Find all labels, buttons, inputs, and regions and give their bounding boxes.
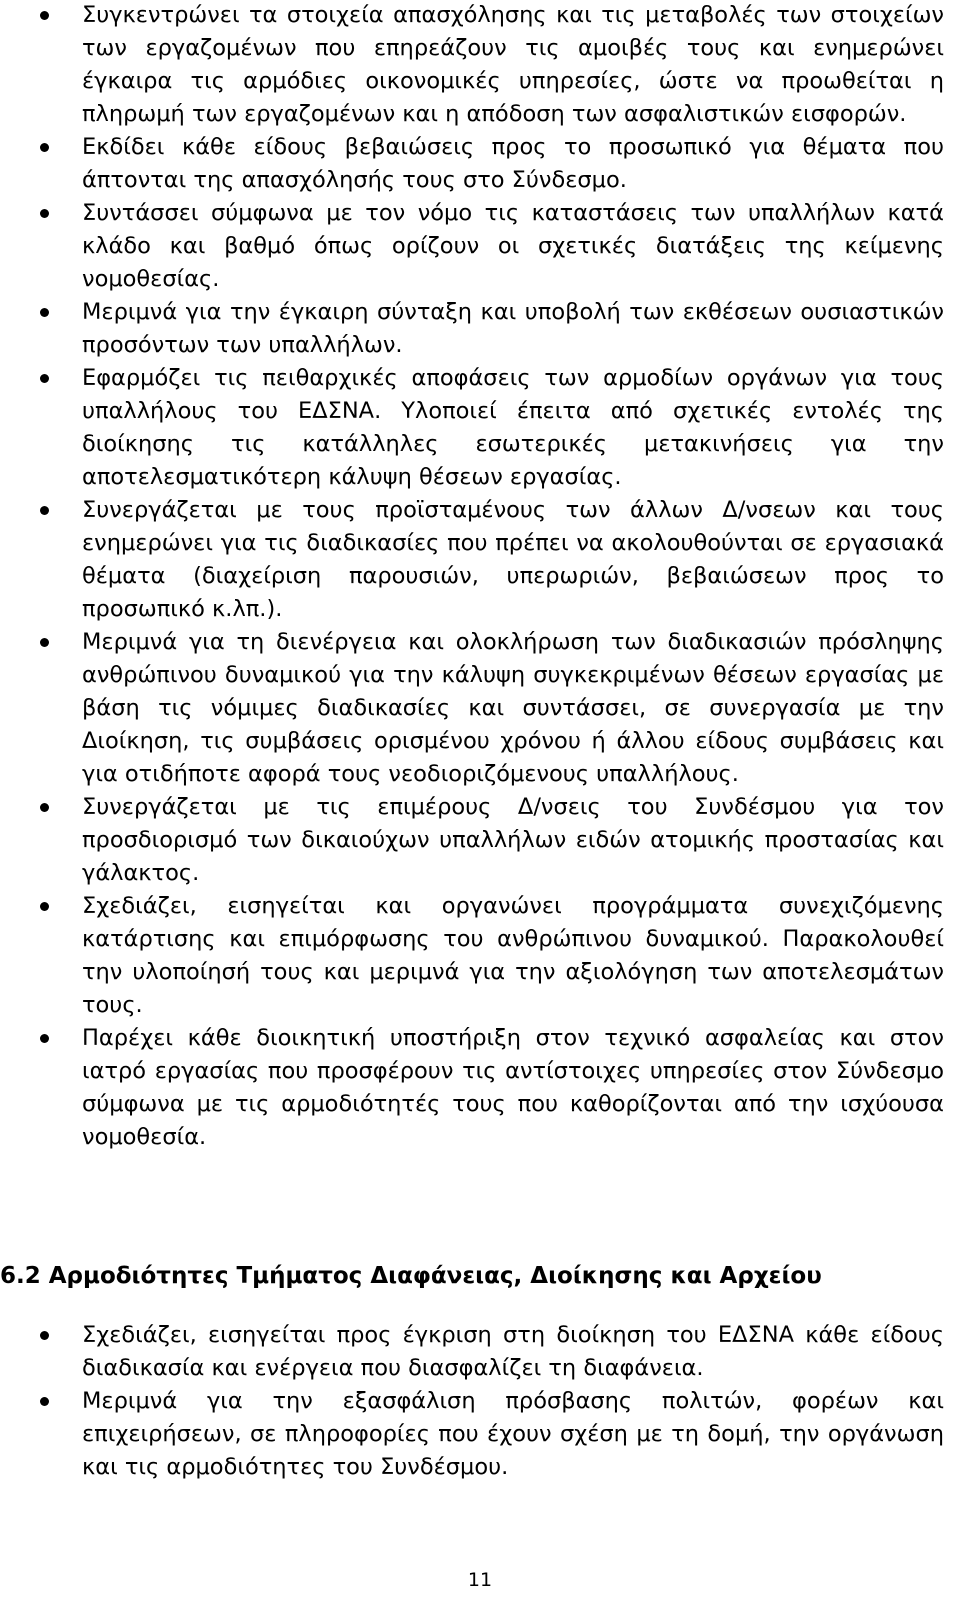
bullet-icon (40, 803, 49, 812)
bullet-icon (40, 308, 49, 317)
list-item-text: Μεριμνά για τη διενέργεια και ολοκλήρωση των διαδικασιών πρόσληψης ανθρώπινου δυναμικού για την κάλυψη συγκεκριμένων θέσεων εργασίας με βάση τις νόμιμες διαδικασίες και συντάσσει, σε συνεργασία με την Διοίκηση, τις συμβάσεις ορισμένου χρόνου ή άλλου είδους συμβάσεις και για οτιδήποτε αφορά τους νεοδιοριζόμενους υπαλλήλους. (82, 629, 944, 787)
list-item-text: Μεριμνά για την έγκαιρη σύνταξη και υποβολή των εκθέσεων ουσιαστικών προσόντων των υπαλλήλων. (82, 299, 944, 358)
bullet-icon (40, 374, 49, 383)
list-item-text: Σχεδιάζει, εισηγείται προς έγκριση στη διοίκηση του ΕΔΣΝΑ κάθε είδους διαδικασία και ενέργεια που διασφαλίζει τη διαφάνεια. (82, 1322, 944, 1381)
list-item (0, 1385, 960, 1484)
list-item (0, 1319, 960, 1385)
bullet-icon (40, 1331, 49, 1340)
bullet-icon (40, 11, 49, 20)
bullet-icon (40, 143, 49, 152)
list-item (0, 197, 960, 296)
list-item-text: Εκδίδει κάθε είδους βεβαιώσεις προς το προσωπικό για θέματα που άπτονται της απασχόλησής τους στο Σύνδεσμο. (82, 134, 944, 193)
bullet-icon (40, 209, 49, 218)
list-item (0, 626, 960, 791)
list-item (0, 494, 960, 626)
section-responsibilities-list (0, 1319, 960, 1484)
list-item-text: Μεριμνά για την εξασφάλιση πρόσβασης πολιτών, φορέων και επιχειρήσεων, σε πληροφορίες που έχουν σχέση με τη δομή, την οργάνωση και τις αρμοδιότητες του Συνδέσμου. (82, 1388, 944, 1480)
bullet-icon (40, 902, 49, 911)
list-item-text: Συντάσσει σύμφωνα με τον νόμο τις καταστάσεις των υπαλλήλων κατά κλάδο και βαθμό όπως ορίζουν οι σχετικές διατάξεις της κείμενης νομοθεσίας. (82, 200, 944, 292)
list-item (0, 131, 960, 197)
page-number: 11 (467, 1569, 493, 1591)
list-item (0, 890, 960, 1022)
list-item-text: Εφαρμόζει τις πειθαρχικές αποφάσεις των αρμοδίων οργάνων για τους υπαλλήλους του ΕΔΣΝΑ. Υλοποιεί έπειτα από σχετικές εντολές της διοίκησης τις κατάλληλες εσωτερικές μετακινήσεις για την αποτελεσματικότερη κάλυψη θέσεων εργασίας. (82, 365, 944, 490)
bullet-icon (40, 1034, 49, 1043)
bullet-icon (40, 1397, 49, 1406)
list-item (0, 362, 960, 494)
list-item-text: Συνεργάζεται με τις επιμέρους Δ/νσεις του Συνδέσμου για τον προσδιορισμό των δικαιούχων υπαλλήλων ειδών ατομικής προστασίας και γάλακτος. (82, 794, 944, 886)
bullet-icon (40, 506, 49, 515)
list-item (0, 0, 960, 131)
list-item-text: Παρέχει κάθε διοικητική υποστήριξη στον τεχνικό ασφαλείας και στον ιατρό εργασίας που προσφέρουν τις αντίστοιχες υπηρεσίες στον Σύνδεσμο σύμφωνα με τις αρμοδιότητές τους που καθορίζονται από την ισχύουσα νομοθεσία. (82, 1025, 944, 1150)
list-item-text: Συνεργάζεται με τους προϊσταμένους των άλλων Δ/νσεων και τους ενημερώνει για τις διαδικασίες που πρέπει να ακολουθούνται σε εργασιακά θέματα (διαχείριση παρουσιών, υπερωριών, βεβαιώσεων προς το προσωπικό κ.λπ.). (82, 497, 944, 622)
list-item-text: Συγκεντρώνει τα στοιχεία απασχόλησης και τις μεταβολές των στοιχείων των εργαζομένων που επηρεάζουν τις αμοιβές τους και ενημερώνει έγκαιρα τις αρμόδιες οικονομικές υπηρεσίες, ώστε να προωθείται η πληρωμή των εργαζομένων και η απόδοση των ασφαλιστικών εισφορών. (82, 2, 944, 127)
list-item-text: Σχεδιάζει, εισηγείται και οργανώνει προγράμματα συνεχιζόμενης κατάρτισης και επιμόρφωσης του ανθρώπινου δυναμικού. Παρακολουθεί την υλοποίησή τους και μεριμνά για την αξιολόγηση των αποτελεσμάτων τους. (82, 893, 944, 1018)
list-item (0, 1022, 960, 1154)
bullet-icon (40, 638, 49, 647)
list-item (0, 296, 960, 362)
section-heading: 6.2 Αρμοδιότητες Τμήματος Διαφάνειας, Διοίκησης και Αρχείου (0, 1263, 822, 1289)
list-item (0, 791, 960, 890)
